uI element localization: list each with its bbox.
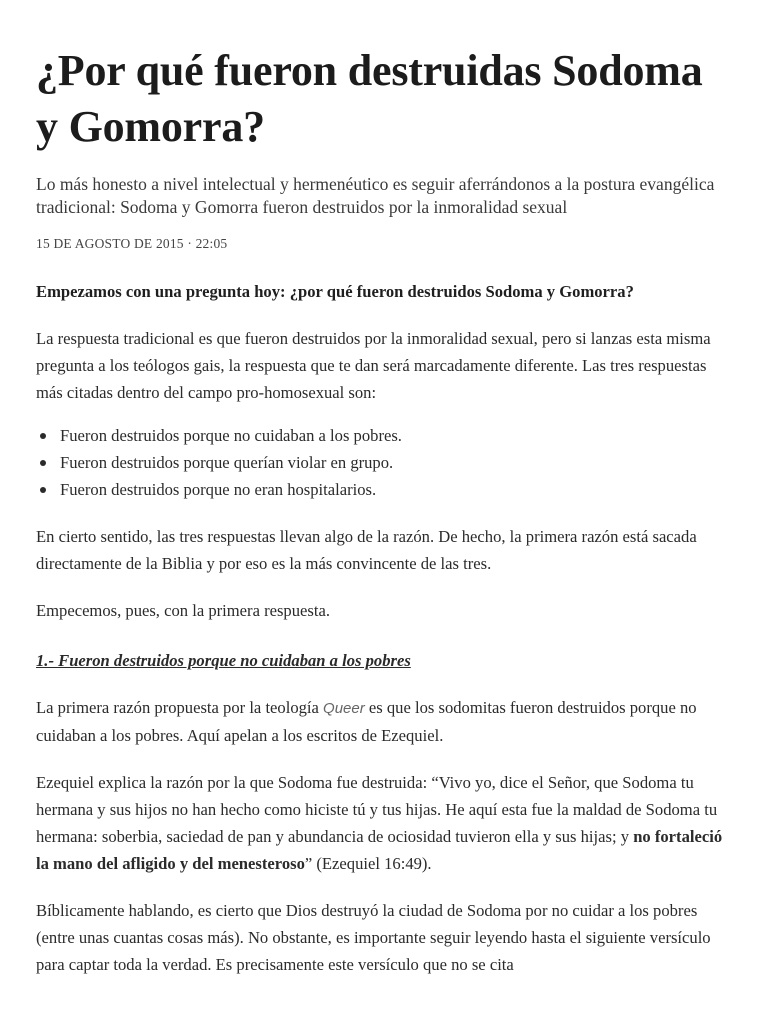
list-item-text: Fueron destruidos porque querían violar en grupo. [60,453,394,472]
list-item [60,449,732,476]
paragraph-5-text-a: Ezequiel explica la razón por la que Sodoma fue destruida: “Vivo yo, dice el Señor, que Sodoma tu hermana y sus hijos no han hecho como hiciste tú y tus hijas. He aquí esta fue la maldad de Sodoma tu hermana: soberbia, saciedad de pan y abundancia de ociosidad tuvieron ella y sus hijas; y [36,773,718,846]
paragraph-4-text-b: es que los sodomitas fueron destruidos porque no cuidaban a los pobres. Aquí apelan a los escritos de Ezequiel. [36,698,697,745]
list-item [60,476,732,503]
queer-term: Queer [323,700,365,717]
paragraph-4 [36,694,732,749]
paragraph-3: Empecemos, pues, con la primera respuesta. [36,601,330,620]
paragraph-2: En cierto sentido, las tres respuestas llevan algo de la razón. De hecho, la primera razón está sacada directamente de la Biblia y por eso es la más convincente de las tres. [36,527,697,573]
bullet-icon [40,460,46,466]
article-dateline: 15 DE AGOSTO DE 2015 · 22:05 [36,236,228,251]
quote-emphasis: no fortaleció la mano del afligido y del menesteroso [36,827,723,873]
article-title: ¿Por qué fueron destruidas Sodoma y Gomorra? [36,46,703,151]
paragraph-1: La respuesta tradicional es que fueron destruidos por la inmoralidad sexual, pero si lanzas esta misma pregunta a los teólogos gais, la respuesta que te dan será marcadamente diferente. Las tres respuestas más citadas dentro del campo pro-homosexual son: [36,329,711,402]
article-body [36,278,732,978]
paragraph-5-text-b: ” (Ezequiel 16:49). [304,854,432,873]
list-item-text: Fueron destruidos porque no eran hospitalarios. [60,480,377,499]
list-item [60,422,732,449]
paragraph-6: Bíblicamente hablando, es cierto que Dios destruyó la ciudad de Sodoma por no cuidar a los pobres (entre unas cuantas cosas más). No obstante, es importante seguir leyendo hasta el siguiente versículo para captar toda la verdad. Es precisamente este versículo que no se cita [36,901,711,974]
bullet-icon [40,433,46,439]
list-item-text: Fueron destruidos porque no cuidaban a los pobres. [60,426,402,445]
lead-paragraph: Empezamos con una pregunta hoy: ¿por qué fueron destruidos Sodoma y Gomorra? [36,282,634,301]
article-subtitle: Lo más honesto a nivel intelectual y hermenéutico es seguir aferrándonos a la postura evangélica tradicional: Sodoma y Gomorra fueron destruidos por la inmoralidad sexual [36,174,715,217]
bullet-icon [40,487,46,493]
paragraph-5 [36,769,732,877]
section-heading: 1.- Fueron destruidos porque no cuidaban a los pobres [36,651,411,670]
reasons-list [36,422,732,503]
paragraph-4-text-a: La primera razón propuesta por la teología [36,698,324,717]
